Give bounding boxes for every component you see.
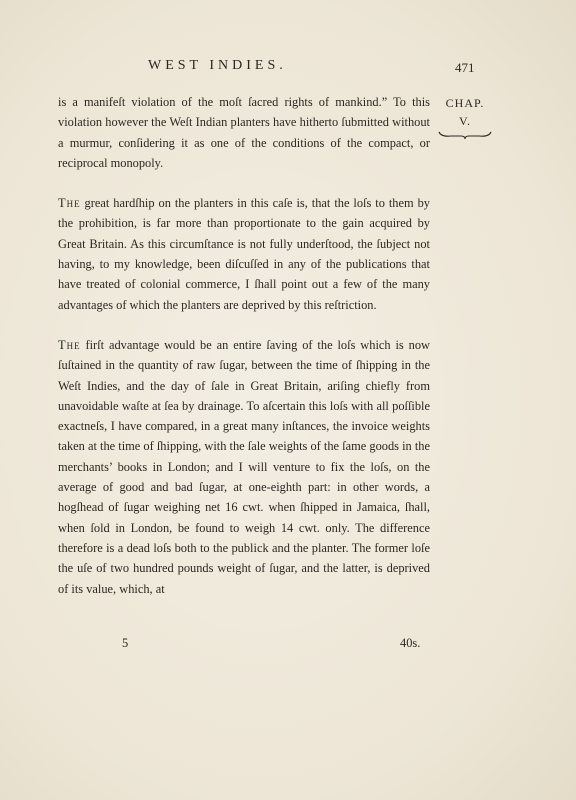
signature-mark: 5 xyxy=(122,636,129,650)
brace-icon xyxy=(437,130,493,140)
paragraph-3 xyxy=(58,335,430,599)
chapter-number: V. xyxy=(458,114,472,128)
paragraph-1 xyxy=(58,92,430,173)
page-number: 471 xyxy=(455,60,475,75)
paragraph-text: firſt advantage would be an entire ſaving of the loſs which is now ſuſtained in the quantity of raw ſugar, between the time of ſhipping in the Weſt Indies, and the day of ſale in Great Britain, ariſing chiefly from unavoidable waſte at ſea by drainage. To aſcertain this loſs with all poſſible exactneſs, I have compared, in a great many inſtances, the invoice weights taken at the time of ſhipping, with the ſale weights of the ſame goods in the merchants’ books in London; and I will venture to fix the loſs, on the average of good and bad ſugar, at one-eighth part: in other words, a hogſhead of ſugar weighing net 16 cwt. when ſhipped in Jamaica, ſhall, when ſold in London, be found to weigh 14 cwt. only. The difference therefore is a dead loſs both to the publick and the planter. The former loſe the uſe of two hundred pounds weight of ſugar, and the latter, is deprived of its value, which, at xyxy=(58,337,430,596)
chapter-margin-note xyxy=(437,94,493,140)
paragraph-initial: The xyxy=(58,337,81,352)
catchword: 40s. xyxy=(400,636,421,650)
paragraph-initial: The xyxy=(58,196,81,211)
chapter-label: CHAP. xyxy=(445,96,485,110)
body-text xyxy=(58,92,430,599)
paragraph-2 xyxy=(58,193,430,315)
paragraph-text: great hardſhip on the planters in this caſe is, that the loſs to them by the prohibition, is far more than proportionate to the gain acquired by Great Britain. As this circumſtance is not fully underſtood, the ſubject not having, to my knowledge, been diſcuſſed in any of the publications that have treated of colonial commerce, I ſhall point out a few of the many advantages of which the planters are deprived by this reſtriction. xyxy=(58,196,430,312)
running-head: WEST INDIES. xyxy=(148,58,287,73)
paragraph-text: is a manifeſt violation of the moſt ſacred rights of mankind.” To this violation however the Weſt Indian planters have hitherto ſubmitted without a murmur, conſidering it as one of the conditions of the compact, or reciprocal monopoly. xyxy=(58,95,430,170)
